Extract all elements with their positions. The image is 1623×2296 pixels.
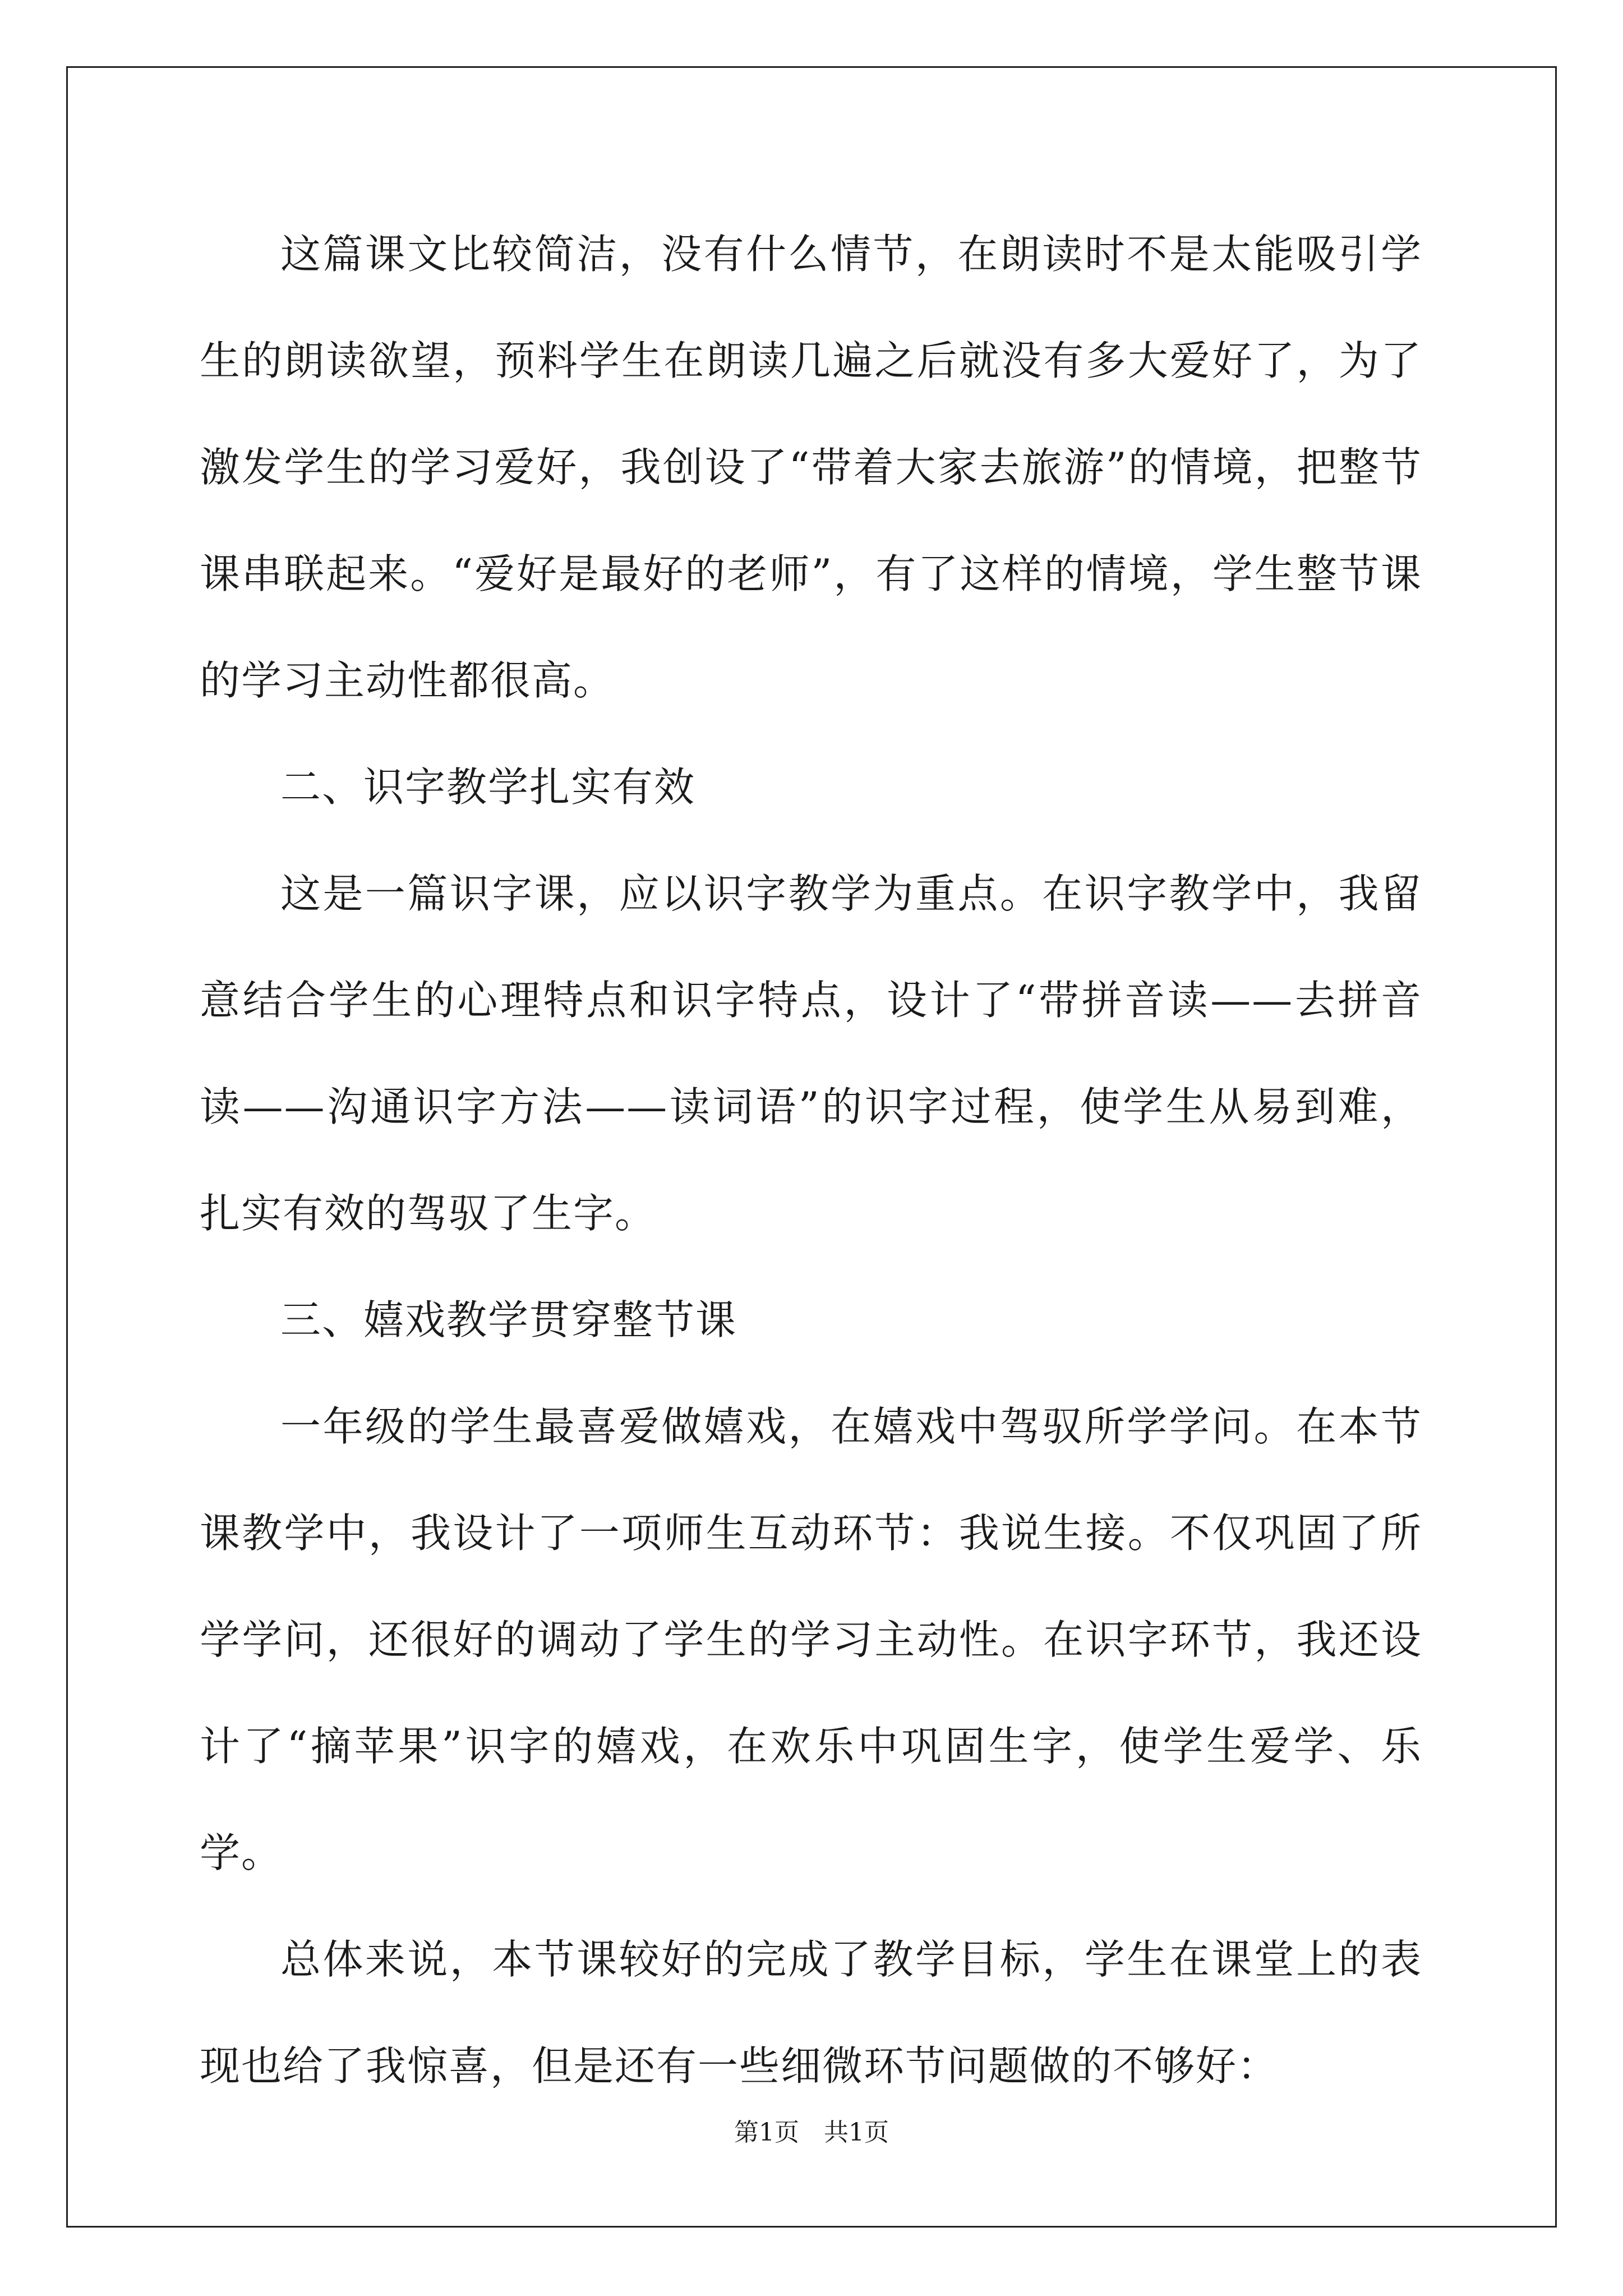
section-heading: 二、识字教学扎实有效 [280, 763, 696, 811]
paragraph: 这是一篇识字课，应以识字教学为重点。在识字教学中，我留意结合学生的心理特点和识字特点，设计了“带拼音读——去拼音读——沟通识字方法——读词语”的识字过程，使学生从易到难，扎实有效的驾驭了生字。 [200, 870, 1422, 1237]
paragraph: 一年级的学生最喜爱做嬉戏，在嬉戏中驾驭所学学问。在本节课教学中，我设计了一项师生互动环节：我说生接。不仅巩固了所学学问，还很好的调动了学生的学习主动性。在识字环节，我还设计了“摘苹果”识字的嬉戏，在欢乐中巩固生字，使学生爱学、乐学。 [200, 1403, 1422, 1876]
document-body [200, 201, 1422, 2119]
section-heading: 三、嬉戏教学贯穿整节课 [280, 1296, 737, 1343]
paragraph: 总体来说，本节课较好的完成了教学目标，学生在课堂上的表现也给了我惊喜，但是还有一些细微环节问题做的不够好： [200, 1936, 1422, 2090]
paragraph: 这篇课文比较简洁，没有什么情节，在朗读时不是太能吸引学生的朗读欲望，预料学生在朗读几遍之后就没有多大爱好了，为了激发学生的学习爱好，我创设了“带着大家去旅游”的情境，把整节课串联起来。“爱好是最好的老师”，有了这样的情境，学生整节课的学习主动性都很高。 [200, 231, 1422, 704]
page-footer: 第1页 共1页 [734, 2118, 889, 2147]
